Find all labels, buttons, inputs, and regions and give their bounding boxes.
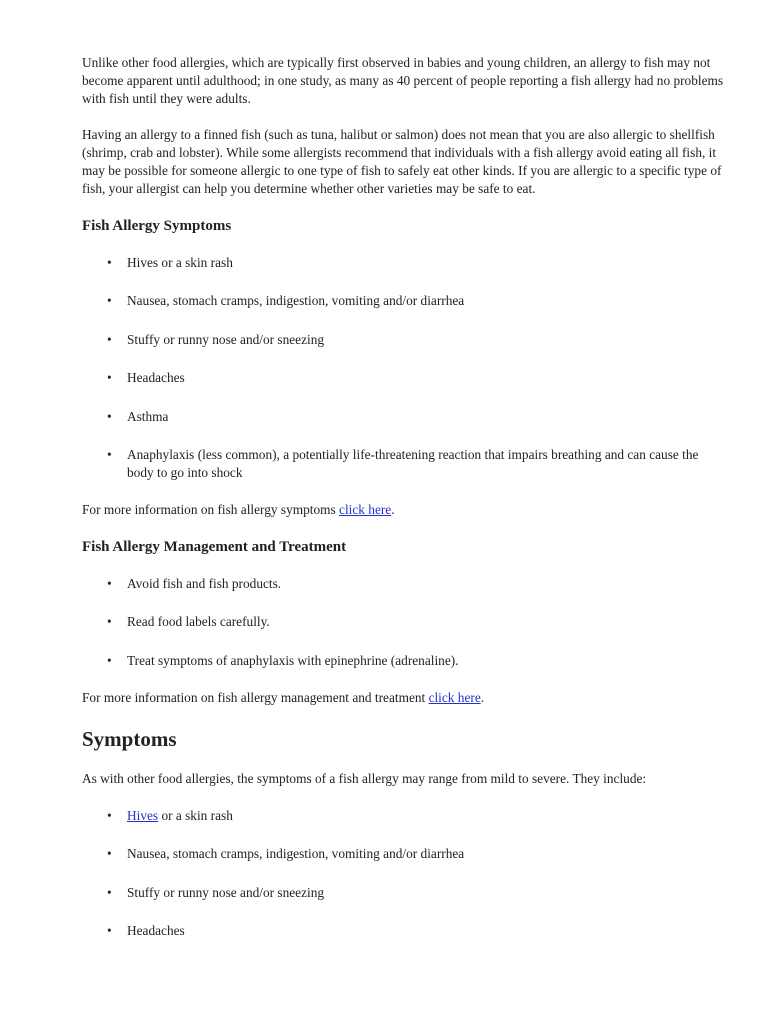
list-item: • Headaches [127, 922, 728, 940]
list-item: • Stuffy or runny nose and/or sneezing [127, 884, 728, 902]
more-info-end: . [391, 501, 395, 517]
list-item: • Headaches [127, 369, 728, 387]
management-list [82, 575, 728, 670]
symptoms-list [82, 807, 728, 940]
list-item: • Stuffy or runny nose and/or sneezing [127, 331, 728, 349]
list-item: • Nausea, stomach cramps, indigestion, vomiting and/or diarrhea [127, 292, 728, 310]
intro-paragraph-2: Having an allergy to a finned fish (such as tuna, halibut or salmon) does not mean that you are also allergic to shellfish (shrimp, crab and lobster). While some allergists recommend that individuals with a fish allergy avoid eating all fish, it may be possible for someone allergic to one type of fish to safely eat other kinds. If you are allergic to a specific type of fish, your allergist can help you determine whether other varieties may be safe to eat. [82, 127, 722, 196]
list-item: • Treat symptoms of anaphylaxis with epinephrine (adrenaline). [127, 652, 728, 670]
intro-paragraph-1: Unlike other food allergies, which are typically first observed in babies and young children, an allergy to fish may not become apparent until adulthood; in one study, as many as 40 percent of people reporting a fish allergy had no problems with fish until they were adults. [82, 55, 724, 106]
symptoms-more-info [82, 501, 728, 519]
symptoms-intro: As with other food allergies, the symptoms of a fish allergy may range from mild to severe. They include: [82, 770, 647, 786]
more-info-text: For more information on fish allergy management and treatment [82, 689, 429, 705]
list-item [127, 807, 728, 825]
hives-link[interactable]: Hives [127, 807, 159, 823]
list-item-text: or a skin rash [158, 807, 233, 823]
list-item: • Asthma [127, 408, 728, 426]
management-heading: Fish Allergy Management and Treatment [82, 538, 347, 555]
list-item: • Hives or a skin rash [127, 254, 728, 272]
list-item: • Anaphylaxis (less common), a potentially life-threatening reaction that impairs breathing and can cause the body to go into shock [127, 446, 728, 482]
more-info-end: . [480, 689, 485, 705]
list-item: • Nausea, stomach cramps, indigestion, vomiting and/or diarrhea [127, 845, 728, 863]
list-item: • Avoid fish and fish products. [127, 575, 728, 593]
more-info-text: For more information on fish allergy symptoms [82, 501, 340, 517]
management-more-info [82, 689, 728, 707]
fish-allergy-symptoms-list [82, 254, 728, 482]
management-click-here-link[interactable]: click here [428, 689, 481, 705]
fish-allergy-symptoms-heading: Fish Allergy Symptoms [82, 218, 232, 234]
symptoms-click-here-link[interactable]: click here [339, 501, 392, 517]
symptoms-heading: Symptoms [82, 726, 177, 751]
list-item: • Read food labels carefully. [127, 613, 728, 631]
